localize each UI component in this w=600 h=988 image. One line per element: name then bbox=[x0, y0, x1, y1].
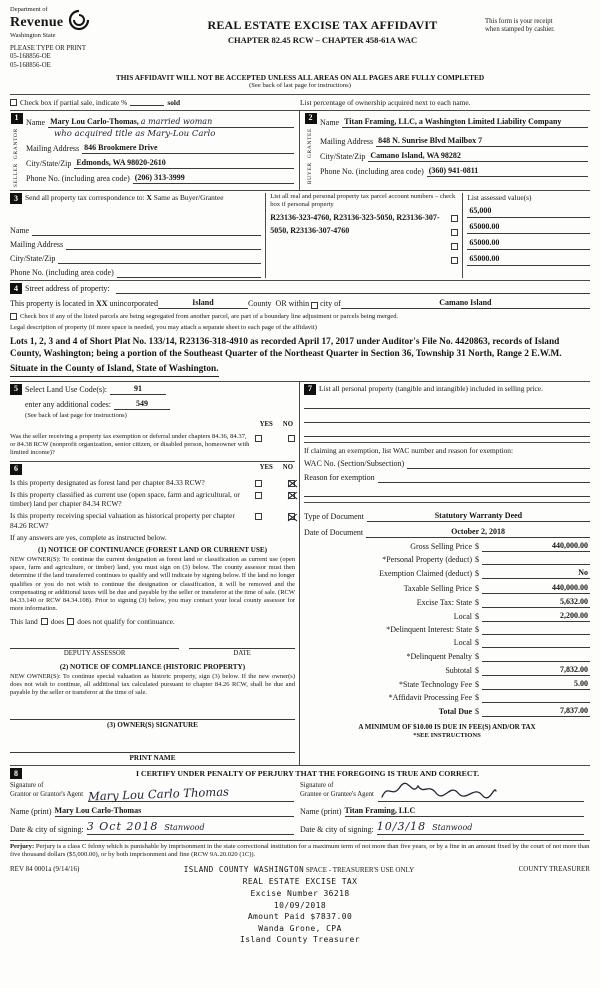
land-use-field[interactable]: 91 bbox=[110, 384, 166, 395]
form-code-1: 05-168856-OE bbox=[10, 53, 51, 61]
dept-state-label: Washington State bbox=[10, 31, 56, 39]
dollar-sign: $ bbox=[475, 625, 479, 635]
deputy-date-field[interactable] bbox=[189, 638, 295, 649]
reason-exemption-line-2[interactable] bbox=[304, 485, 590, 497]
city-field[interactable]: Camano Island bbox=[341, 298, 590, 309]
excise-tax-state-label: Excise Tax: State bbox=[416, 597, 472, 607]
send-correspondence-label: Send all property tax correspondence to: bbox=[25, 193, 145, 203]
parcel-personal-checkbox-2[interactable] bbox=[451, 229, 458, 236]
stamp-line-4: Amount Paid $7837.00 bbox=[247, 912, 353, 922]
owners-signature-label: (3) OWNER(S) SIGNATURE bbox=[107, 721, 198, 730]
section-number-1: 1 bbox=[11, 113, 23, 124]
corr-citystatezip-field[interactable] bbox=[58, 263, 261, 264]
delinquent-interest-state-field[interactable] bbox=[482, 625, 590, 635]
deputy-assessor-label: DEPUTY ASSESSOR bbox=[63, 650, 126, 658]
s6-yes-no-header bbox=[25, 464, 293, 474]
section-number-6: 6 bbox=[10, 464, 22, 475]
buyer-section bbox=[300, 111, 590, 190]
print-name-label: PRINT NAME bbox=[129, 754, 176, 763]
current-use-no-checkbox[interactable] bbox=[288, 492, 295, 499]
delinquent-interest-state-label: *Delinquent Interest: State bbox=[386, 625, 472, 635]
dollar-sign: $ bbox=[475, 611, 479, 621]
money-row-total-due bbox=[304, 706, 590, 717]
seller-grantor-side-label bbox=[13, 128, 20, 187]
land-use-section bbox=[10, 384, 295, 457]
current-use-question-row bbox=[10, 490, 295, 509]
seller-side-word: SELLER bbox=[13, 162, 19, 188]
county-field[interactable]: Island bbox=[158, 298, 248, 309]
ownership-note: List percentage of ownership acquired next to each name. bbox=[300, 97, 471, 107]
money-row-personal bbox=[304, 555, 590, 565]
buyer-side-word: BUYER bbox=[307, 162, 313, 185]
seller-handwritten-note-1: a married woman bbox=[140, 116, 213, 126]
deferral-question-row bbox=[10, 433, 295, 457]
receipt-note bbox=[485, 6, 590, 35]
exemption-claimed-field[interactable]: No bbox=[482, 568, 590, 579]
corr-mailing-field[interactable] bbox=[66, 249, 261, 250]
date-of-document-label: Date of Document bbox=[304, 527, 364, 537]
see-instructions-note: *SEE INSTRUCTIONS bbox=[413, 732, 481, 740]
dollar-sign: $ bbox=[475, 597, 479, 607]
rev-form-number: REV 84 0001a (9/14/16) bbox=[10, 864, 80, 873]
acceptance-warning: THIS AFFIDAVIT WILL NOT BE ACCEPTED UNLESS ALL AREAS ON ALL PAGES ARE FULLY COMPLETED bbox=[115, 73, 485, 83]
agency-block bbox=[10, 6, 160, 70]
personal-property-line-2[interactable] bbox=[304, 411, 590, 423]
date-of-document-field[interactable]: October 2, 2018 bbox=[366, 527, 590, 538]
grantee-date-handwriting: 10/3/18 bbox=[376, 820, 427, 834]
or-within-label: OR within bbox=[275, 299, 310, 309]
s6-no-label: NO bbox=[282, 463, 293, 471]
forest-no-checkbox[interactable] bbox=[288, 480, 295, 487]
tax-correspondence-section bbox=[10, 190, 590, 280]
buyer-citystatezip-label: City/State/Zip bbox=[320, 151, 366, 161]
subtotal-label: Subtotal bbox=[445, 665, 472, 675]
deferral-no-checkbox[interactable] bbox=[288, 435, 295, 442]
perjury-body: Perjury is a class C felony which is punishable by imprisonment in the state correctional institution for a maximum term of not more than five years, or by a fine in an amount fixed by the court of not more than five thousand dollars ($5,000.00), or by both imprisonment and fine (RCW 9A.20.020 (1C)). bbox=[10, 842, 590, 858]
stamp-line-5: Wanda Grone, CPA bbox=[258, 923, 342, 933]
seller-phone-label: Phone No. (including area code) bbox=[26, 174, 130, 184]
money-row-excise-local bbox=[304, 611, 590, 622]
segregated-checkbox[interactable] bbox=[10, 313, 17, 320]
forest-yes-checkbox[interactable] bbox=[255, 480, 262, 487]
buyer-mailing-field[interactable]: 848 N. Sunrise Blvd Mailbox 7 bbox=[376, 136, 588, 147]
delinquent-penalty-label: *Delinquent Penalty bbox=[406, 651, 472, 661]
grantor-name-print-label: Name (print) bbox=[10, 807, 52, 817]
grantor-signature-block bbox=[10, 782, 300, 802]
buyer-name-field[interactable]: Titan Framing, LLC, a Washington Limited Liability Company bbox=[342, 117, 588, 128]
delinquent-interest-local-label: Local bbox=[453, 638, 472, 648]
personal-property-deduct-field[interactable] bbox=[482, 555, 590, 565]
parties-row bbox=[10, 110, 590, 190]
legal-description-label: Legal description of property (if more space is needed, you may attach a separate sheet to each page of the affidavit) bbox=[10, 323, 317, 331]
dor-swirl-logo-icon bbox=[67, 8, 91, 32]
space-treasurer-label: SPACE - TREASURER'S USE ONLY bbox=[305, 865, 415, 874]
seller-handwritten-note-2: who acquired title as Mary-Lou Carlo bbox=[54, 128, 216, 139]
personal-property-line-3[interactable] bbox=[304, 425, 590, 437]
sold-label: sold bbox=[167, 97, 181, 107]
seller-citystatezip-field[interactable]: Edmonds, WA 98020-2610 bbox=[74, 158, 294, 169]
grantor-date-row bbox=[10, 820, 300, 835]
deputy-date-label: DATE bbox=[233, 650, 251, 658]
dollar-sign: $ bbox=[475, 583, 479, 593]
buyer-grantee-side-label bbox=[307, 128, 314, 184]
street-address-label: Street address of property: bbox=[25, 284, 110, 294]
certification-section bbox=[10, 765, 590, 837]
partial-percent-field[interactable] bbox=[130, 98, 164, 106]
delinquent-interest-local-field[interactable] bbox=[482, 638, 590, 648]
same-as-buyer-label: Same as Buyer/Grantee bbox=[153, 193, 224, 203]
personal-property-checkboxes bbox=[444, 209, 458, 264]
money-row-processing-fee bbox=[304, 693, 590, 703]
deferral-question: Was the seller receiving a property tax exemption or deferral under chapters 84.36, 84.37, or 84.38 RCW (nonprofit organization, senior citizen, or disabled person, homeowner with limited income)? bbox=[10, 432, 250, 456]
notice-continuance-body: NEW OWNER(S): To continue the current designation as forest land or classification as current use (open space, farm and agriculture, or timber) land, you must sign on (3) below. The county assessor must then determine if the land transferred continues to qualify and will indicate by signing below. If the land no longer qualifies or you do not wish to continue the designation or classification, it will be removed and the compensating or additional taxes will be due and payable by the seller or transferor at the time of sale. (RCW 84.33.140 or RCW 84.34.108). Prior to signing (3) below, you may contact your local county assessor for more information. bbox=[10, 556, 295, 612]
stamp-line-1: REAL ESTATE EXCISE TAX bbox=[242, 877, 358, 887]
parcel-personal-checkbox-1[interactable] bbox=[451, 215, 458, 222]
partial-sale-row bbox=[10, 94, 590, 110]
state-technology-fee-field[interactable]: 5.00 bbox=[482, 679, 590, 690]
county-treasurer-label: COUNTY TREASURER bbox=[518, 864, 590, 873]
gross-selling-price-field[interactable]: 440,000.00 bbox=[482, 541, 590, 552]
grantor-sig-label-1: Signature of bbox=[10, 782, 44, 790]
subtotal-field[interactable]: 7,832.00 bbox=[482, 665, 590, 676]
notice-compliance-title: (2) NOTICE OF COMPLIANCE (HISTORIC PROPERTY) bbox=[59, 662, 246, 671]
assessed-values-header: List assessed value(s) bbox=[467, 193, 532, 203]
legal-description-text[interactable]: Lots 1, 2, 3 and 4 of Short Plat No. 133/14, R23136-318-4910 as recorded April 17, 2017 under Auditor's File No. 4420863, records of Island County, Washington; being a portion of the Southeast Quarter of the Northeast Quarter in Section 36, Township 31 North, Range 2 E.W.M. bbox=[10, 336, 562, 360]
stamp-county-line: ISLAND COUNTY WASHINGTON bbox=[183, 864, 305, 874]
buyer-phone-label: Phone No. (including area code) bbox=[320, 166, 424, 176]
section-number-5: 5 bbox=[10, 384, 22, 395]
buyer-phone-field[interactable]: (360) 941-0811 bbox=[427, 166, 588, 177]
perjury-paragraph bbox=[10, 840, 590, 859]
grantee-date-label: Date & city of signing: bbox=[300, 824, 374, 834]
money-row-gross bbox=[304, 541, 590, 552]
grantor-date-field[interactable] bbox=[87, 820, 294, 835]
money-row-delinq-penalty bbox=[304, 652, 590, 662]
historic-no-checkbox[interactable] bbox=[288, 513, 295, 520]
deputy-assessor-signature-field[interactable] bbox=[10, 638, 179, 649]
current-use-question: Is this property classified as current use (open space, farm and agricultural, or timber) land per chapter 84.34 RCW? bbox=[10, 489, 240, 509]
taxable-selling-price-label: Taxable Selling Price bbox=[403, 583, 472, 593]
type-of-document-field[interactable]: Statutory Warranty Deed bbox=[367, 511, 590, 522]
notice-compliance-body: NEW OWNER(S): To continue special valuation as historic property, sign (3) below. If the new owner(s) does not wish to continue, all additional tax calculated pursuant to chapter 84.26 RCW, shall be due and payable by the seller or transferor at the time of sale. bbox=[10, 672, 295, 697]
current-use-yes-checkbox[interactable] bbox=[255, 492, 262, 499]
owners-signature-field[interactable] bbox=[10, 707, 295, 720]
grantor-signature-handwriting: Mary Lou Carlo Thomas bbox=[87, 784, 230, 804]
reason-exemption-field[interactable] bbox=[378, 482, 590, 483]
corr-citystatezip-label: City/State/Zip bbox=[10, 254, 56, 264]
dept-name: Revenue bbox=[10, 15, 64, 31]
form-title: REAL ESTATE EXCISE TAX AFFIDAVIT bbox=[207, 18, 438, 32]
section-number-2: 2 bbox=[305, 113, 317, 124]
county-label: County bbox=[247, 299, 272, 309]
s6-yes-label: YES bbox=[259, 463, 273, 471]
forest-land-question-row bbox=[10, 478, 295, 487]
unincorporated-label: unincorporated bbox=[109, 299, 158, 309]
grantee-signature-block bbox=[300, 782, 590, 802]
grantor-date-label: Date & city of signing: bbox=[10, 824, 84, 834]
this-land-label: This land bbox=[10, 617, 38, 627]
buyer-mailing-label: Mailing Address bbox=[320, 136, 374, 146]
treasurer-stamp bbox=[10, 876, 590, 946]
deputy-assessor-row bbox=[10, 638, 295, 658]
property-location-section bbox=[10, 280, 590, 381]
minimum-fee-note: A MINIMUM OF $10.00 IS DUE IN FEE(S) AND/OR TAX bbox=[358, 723, 536, 732]
money-row-subtotal bbox=[304, 665, 590, 676]
corr-mailing-label: Mailing Address bbox=[10, 240, 64, 250]
exemption-claimed-label: Exemption Claimed (deduct) bbox=[379, 569, 472, 579]
s5-yes-no-header bbox=[10, 421, 293, 429]
additional-codes-label: enter any additional codes: bbox=[25, 399, 111, 409]
form-code-2: 05-168856-OE bbox=[10, 61, 51, 69]
certify-statement: I CERTIFY UNDER PENALTY OF PERJURY THAT THE FOREGOING IS TRUE AND CORRECT. bbox=[135, 768, 480, 778]
located-in-row bbox=[10, 298, 590, 309]
parcel-numbers-column bbox=[265, 193, 462, 278]
corr-phone-field[interactable] bbox=[117, 277, 261, 278]
parcel-personal-checkbox-4[interactable] bbox=[451, 257, 458, 264]
reason-exemption-label: Reason for exemption bbox=[304, 472, 375, 482]
correspondence-column bbox=[10, 193, 265, 278]
grantee-side-word: GRANTEE bbox=[307, 127, 313, 159]
excise-tax-state-field[interactable]: 5,632.00 bbox=[482, 597, 590, 608]
taxable-selling-price-field[interactable]: 440,000.00 bbox=[482, 583, 590, 594]
stamp-line-2: Excise Number 36218 bbox=[250, 889, 350, 899]
seller-name-field[interactable] bbox=[48, 117, 294, 128]
s7-divider-1 bbox=[304, 442, 590, 443]
corr-phone-label: Phone No. (including area code) bbox=[10, 268, 114, 278]
affidavit-processing-fee-field[interactable] bbox=[482, 693, 590, 703]
grantor-name-print-field[interactable]: Mary Lou Carlo-Thomas bbox=[55, 806, 294, 817]
parcel-numbers-value[interactable]: R23136-323-4760, R23136-323-5050, R23136-307-5050, R23136-307-4760 bbox=[270, 212, 440, 235]
segregated-label: Check box if any of the listed parcels are being segregated from another parcel, are part of a boundary line adjustment or parcels being merged. bbox=[20, 313, 399, 321]
grantor-city-handwriting: Stanwood bbox=[164, 823, 205, 833]
grantee-sig-label-1: Signature of bbox=[300, 782, 334, 790]
seller-name-value: Mary Lou Carlo-Thomas, bbox=[50, 116, 139, 126]
header bbox=[10, 6, 590, 70]
receipt-note-line1: This form is your receipt bbox=[485, 18, 553, 25]
wac-no-label: WAC No. (Section/Subsection) bbox=[304, 458, 405, 468]
personal-property-label: List all personal property (tangible and intangible) included in selling price. bbox=[319, 383, 543, 393]
personal-property-line-1[interactable] bbox=[304, 397, 590, 409]
seller-name-label: Name bbox=[26, 117, 46, 127]
delinquent-penalty-field[interactable] bbox=[482, 652, 590, 662]
land-use-label: Select Land Use Code(s): bbox=[25, 384, 107, 394]
excise-tax-local-field[interactable]: 2,200.00 bbox=[482, 611, 590, 622]
partial-sale-label: Check box if partial sale, indicate % bbox=[20, 97, 128, 107]
dollar-sign: $ bbox=[475, 707, 479, 717]
city-checkbox[interactable] bbox=[311, 302, 318, 309]
money-row-delinq-interest-local bbox=[304, 638, 590, 648]
title-block bbox=[160, 6, 485, 46]
grantor-date-handwriting: 3 Oct 2018 bbox=[86, 820, 159, 834]
if-yes-note: If any answers are yes, complete as instructed below. bbox=[10, 532, 167, 542]
corr-name-label: Name bbox=[10, 226, 30, 236]
dollar-sign: $ bbox=[475, 542, 479, 552]
dollar-sign: $ bbox=[475, 693, 479, 703]
receipt-note-line2: when stamped by cashier. bbox=[485, 26, 555, 34]
affidavit-processing-fee-label: *Affidavit Processing Fee bbox=[388, 693, 472, 703]
situate-line: Situate in the County of Island, State of Washington. bbox=[10, 364, 219, 377]
dept-of-label: Department of bbox=[10, 6, 48, 13]
money-row-exemption bbox=[304, 568, 590, 579]
grantor-signature-field[interactable] bbox=[88, 782, 294, 802]
grantee-signature-field[interactable] bbox=[378, 782, 584, 802]
please-type-label: PLEASE TYPE OR PRINT bbox=[10, 44, 86, 52]
left-column bbox=[10, 382, 300, 766]
city-of-label: city of bbox=[320, 299, 341, 309]
stamp-line-6: Island County Treasurer bbox=[240, 935, 360, 945]
exemption-claim-label: If claiming an exemption, list WAC number and reason for exemption: bbox=[304, 445, 514, 455]
grantee-name-print-field[interactable]: Titan Framing, LLC bbox=[345, 806, 584, 817]
unincorporated-mark[interactable]: XX bbox=[95, 299, 108, 309]
personal-property-deduct-label: *Personal Property (deduct) bbox=[382, 555, 472, 565]
gross-selling-price-label: Gross Selling Price bbox=[410, 542, 472, 552]
partial-sale-checkbox[interactable] bbox=[10, 99, 17, 106]
grantee-city-handwriting: Stanwood bbox=[432, 823, 473, 833]
seller-citystatezip-label: City/State/Zip bbox=[26, 159, 72, 169]
s5-yes-label: YES bbox=[259, 421, 273, 429]
grantee-name-print-label: Name (print) bbox=[300, 807, 342, 817]
does-not-checkbox[interactable] bbox=[67, 618, 74, 625]
section-number-4: 4 bbox=[10, 283, 22, 294]
total-due-field[interactable]: 7,837.00 bbox=[482, 706, 590, 717]
additional-codes-field[interactable]: 549 bbox=[114, 399, 170, 410]
dollar-sign: $ bbox=[475, 638, 479, 648]
footer bbox=[10, 865, 590, 946]
historic-question: Is this property receiving special valuation as historical property per chapter 84.26 RCW? bbox=[10, 511, 235, 530]
does-label: does bbox=[50, 617, 65, 627]
assessed-values-column bbox=[462, 193, 590, 278]
mid-columns bbox=[10, 381, 590, 766]
grantor-sig-label-2: Grantor or Grantor's Agent bbox=[10, 790, 84, 798]
does-checkbox[interactable] bbox=[41, 618, 48, 625]
selling-price-section bbox=[300, 382, 590, 766]
dollar-sign: $ bbox=[475, 665, 479, 675]
money-row-excise-state bbox=[304, 597, 590, 608]
grantee-date-field[interactable] bbox=[377, 820, 584, 835]
wac-no-field[interactable] bbox=[407, 468, 590, 469]
dollar-sign: $ bbox=[475, 555, 479, 565]
corr-name-field[interactable] bbox=[32, 235, 261, 236]
form-chapter: CHAPTER 82.45 RCW – CHAPTER 458-61A WAC bbox=[227, 35, 418, 45]
continuance-line bbox=[10, 617, 295, 626]
assessed-value-4[interactable]: 65000.00 bbox=[467, 253, 590, 266]
section-number-8: 8 bbox=[10, 768, 22, 779]
seller-mailing-label: Mailing Address bbox=[26, 144, 80, 154]
seller-phone-field[interactable]: (206) 313-3999 bbox=[133, 173, 294, 184]
print-name-field[interactable] bbox=[10, 740, 295, 753]
section-number-7: 7 bbox=[304, 384, 316, 395]
grantee-date-row bbox=[300, 820, 590, 835]
does-not-label: does not qualify for continuance. bbox=[77, 617, 175, 627]
section-number-3: 3 bbox=[10, 193, 22, 204]
assessed-value-2[interactable]: 65000.00 bbox=[467, 221, 590, 234]
dollar-sign: $ bbox=[475, 679, 479, 689]
assessed-value-3[interactable]: 65000.00 bbox=[467, 237, 590, 250]
forest-land-question: Is this property designated as forest land per chapter 84.33 RCW? bbox=[10, 477, 205, 487]
s7-divider-2 bbox=[304, 502, 590, 503]
s5-no-label: NO bbox=[282, 421, 293, 429]
seller-mailing-field[interactable]: 846 Brookmere Drive bbox=[82, 143, 294, 154]
total-due-label: Total Due bbox=[438, 707, 472, 717]
see-back-instructions: (See back of last page for instructions) bbox=[25, 411, 127, 419]
buyer-citystatezip-field[interactable]: Camano Island, WA 98282 bbox=[368, 151, 588, 162]
see-back-note: (See back of last page for instructions) bbox=[249, 82, 351, 90]
type-of-document-label: Type of Document bbox=[304, 511, 364, 521]
parcel-header: List all real and personal property tax parcel account numbers – check box if personal property bbox=[270, 193, 456, 208]
historic-question-row bbox=[10, 511, 295, 530]
deferral-yes-checkbox[interactable] bbox=[255, 435, 262, 442]
located-pre-label: This property is located in bbox=[10, 299, 94, 309]
parcel-personal-checkbox-3[interactable] bbox=[451, 243, 458, 250]
grantor-print-name-row bbox=[10, 806, 300, 817]
grantor-side-word: GRANTOR bbox=[13, 127, 19, 159]
dollar-sign: $ bbox=[475, 569, 479, 579]
seller-section bbox=[10, 111, 300, 190]
street-address-field[interactable] bbox=[116, 293, 590, 294]
grantee-sig-label-2: Grantee or Grantee's Agent bbox=[300, 790, 374, 798]
assessed-value-1[interactable]: 65,000 bbox=[467, 205, 590, 218]
money-row-delinq-interest-state bbox=[304, 625, 590, 635]
treasurer-space-line bbox=[184, 865, 414, 875]
state-technology-fee-label: *State Technology Fee bbox=[398, 679, 472, 689]
same-as-buyer-mark[interactable]: X bbox=[146, 193, 152, 203]
excise-tax-local-label: Local bbox=[453, 611, 472, 621]
dollar-sign: $ bbox=[475, 651, 479, 661]
stamp-line-3: 10/09/2018 bbox=[273, 900, 327, 910]
grantee-signature-scribble bbox=[378, 781, 498, 801]
designation-section bbox=[10, 461, 295, 763]
money-row-taxable bbox=[304, 583, 590, 594]
grantee-print-name-row bbox=[300, 806, 590, 817]
notice-continuance-title: (1) NOTICE OF CONTINUANCE (FOREST LAND OR CURRENT USE) bbox=[37, 546, 268, 555]
perjury-lead: Perjury: bbox=[10, 842, 35, 850]
buyer-name-label: Name bbox=[320, 117, 340, 127]
historic-yes-checkbox[interactable] bbox=[255, 513, 262, 520]
money-row-tech-fee bbox=[304, 679, 590, 690]
